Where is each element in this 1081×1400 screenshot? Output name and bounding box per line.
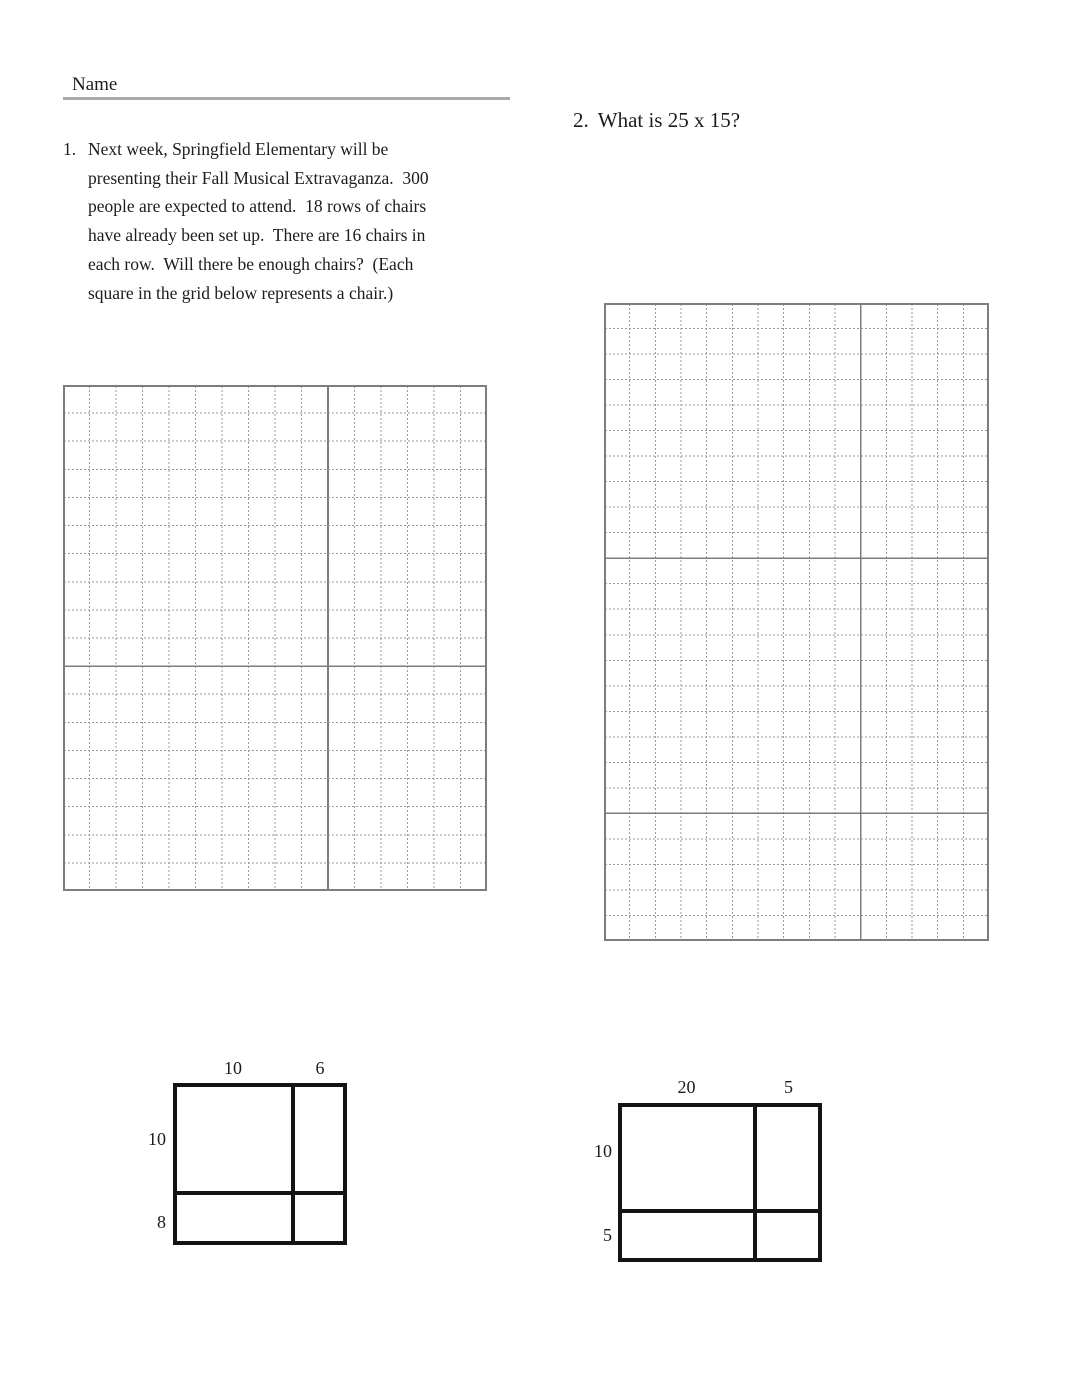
area-model1-top-label-right: 6	[315, 1058, 325, 1078]
name-underline	[63, 97, 510, 100]
area-model1-side-label-top: 10	[148, 1129, 166, 1149]
area-model2-side-label-top: 10	[594, 1141, 612, 1161]
problem1-line-text: people are expected to attend. 18 rows of chairs	[88, 196, 427, 217]
area-model2-horizontal-divider	[622, 1209, 818, 1213]
problem1-line-text: presenting their Fall Musical Extravaganza. 300	[88, 167, 429, 188]
area-model1-vertical-divider	[291, 1087, 295, 1241]
problem2-question: What is 25 x 15?	[597, 108, 741, 132]
problem2-grid	[604, 303, 989, 941]
problem1-line	[63, 135, 429, 164]
problem2-heading	[573, 108, 740, 133]
area-model2-vertical-divider	[753, 1107, 757, 1258]
problem1-text	[63, 135, 429, 307]
area-model1-box	[173, 1083, 347, 1245]
area-model2-top-label-left: 20	[677, 1077, 696, 1097]
problem1-line-text: each row. Will there be enough chairs? (Each	[88, 253, 414, 274]
area-model1-side-label-bottom: 8	[157, 1212, 166, 1232]
area-model2-top-label-right: 5	[784, 1077, 793, 1097]
problem1-grid	[63, 385, 487, 891]
name-label: Name	[72, 74, 118, 95]
problem1-line-text: Next week, Springfield Elementary will be	[88, 139, 389, 159]
area-model1-top-label-left: 10	[224, 1058, 242, 1078]
problem1-line-text: square in the grid below represents a chair.)	[88, 282, 394, 303]
area-model2-box	[618, 1103, 822, 1262]
area-model1-horizontal-divider	[177, 1191, 343, 1195]
area-model2-side-label-bottom: 5	[603, 1225, 612, 1245]
problem1-line-text: have already been set up. There are 16 chairs in	[88, 225, 426, 246]
problem2-number: 2.	[573, 108, 589, 132]
problem1-number: 1.	[63, 139, 77, 159]
